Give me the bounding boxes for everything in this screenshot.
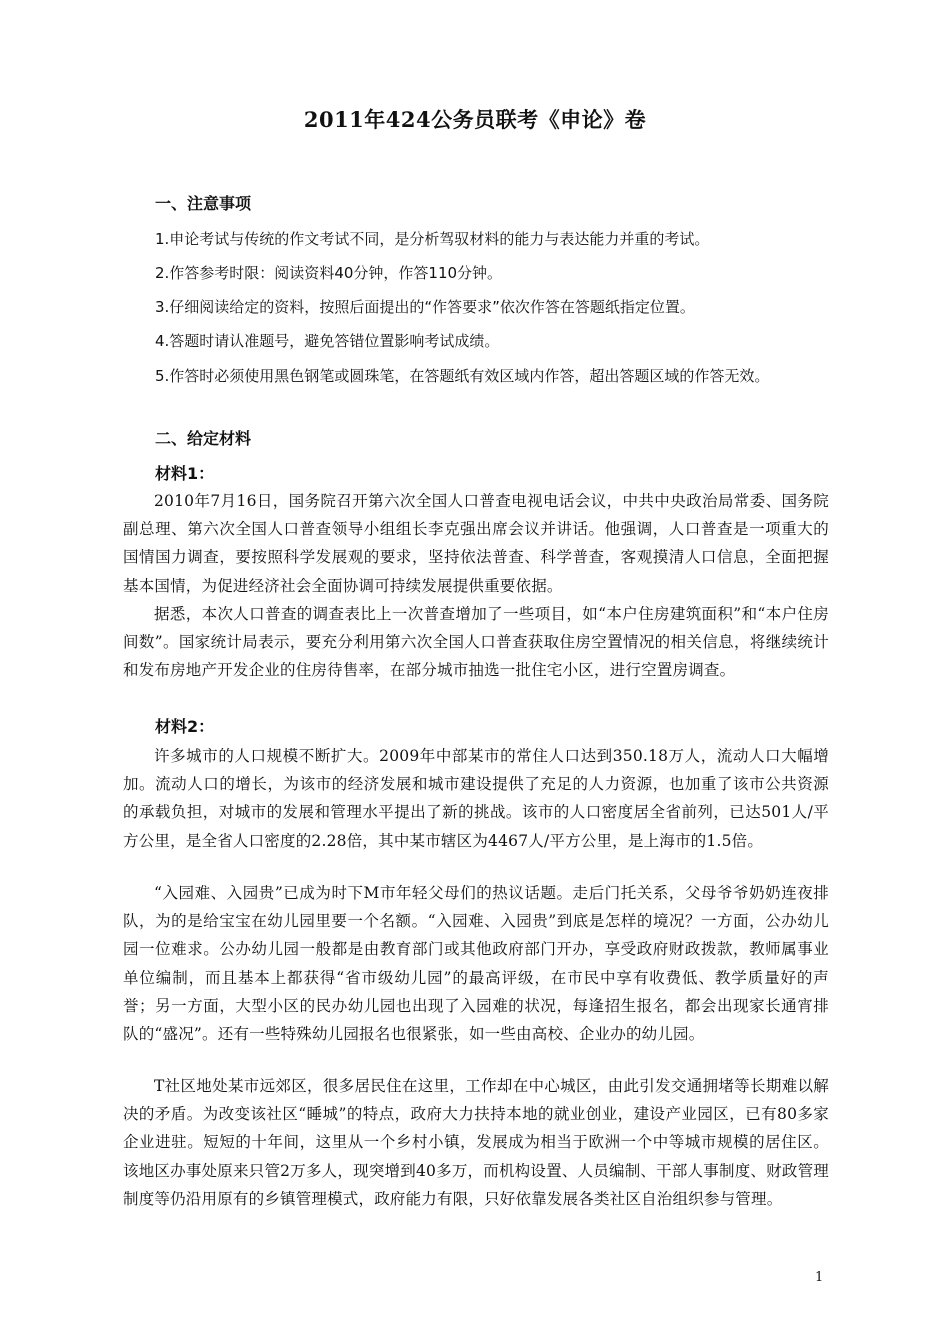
note-item: 1.申论考试与传统的作文考试不同，是分析驾驭材料的能力与表达能力并重的考试。: [155, 230, 710, 248]
document-title: 2011年424公务员联考《申论》卷: [303, 107, 647, 132]
page-number: 1: [815, 1270, 824, 1285]
material-paragraph: “入园难、入园贵”已成为时下M市年轻父母们的热议话题。走后门托关系，父母爷爷奶奶连夜排队，为的是给宝宝在幼儿园里要一个名额。“入园难、入园贵”到底是怎样的境况？一方面，公办幼儿园一位难求。公办幼儿园一般都是由教育部门或其他政府部门开办，享受政府财政拨款，教师属事业单位编制，而且基本上都获得“省市级幼儿园”的最高评级，在市民中享有收费低、教学质量好的声誉；另一方面，大型小区的民办幼儿园也出现了入园难的状况，每逢招生报名，都会出现家长通宵排队的“盛况”。还有一些特殊幼儿园报名也很紧张，如一些由高校、企业办的幼儿园。: [123, 884, 829, 1044]
note-item: 2.作答参考时限：阅读资料40分钟，作答110分钟。: [155, 264, 503, 282]
section-heading-notes: 一、注意事项: [155, 194, 252, 213]
material-paragraph: 许多城市的人口规模不断扩大。2009年中部某市的常住人口达到350.18万人，流动人口大幅增加。流动人口的增长，为该市的经济发展和城市建设提供了充足的人力资源，也加重了该市公共资源的承载负担，对城市的发展和管理水平提出了新的挑战。该市的人口密度居全省前列，已达501人/平方公里，是全省人口密度的2.28倍，其中某市辖区为4467人/平方公里，是上海市的1.5倍。: [123, 747, 829, 850]
material-label: 材料2：: [155, 717, 215, 736]
material-paragraph: 据悉，本次人口普查的调查表比上一次普查增加了一些项目，如“本户住房建筑面积”和“本户住房间数”。国家统计局表示，要充分利用第六次全国人口普查获取住房空置情况的相关信息，将继续统计和发布房地产开发企业的住房待售率，在部分城市抽选一批住宅小区，进行空置房调查。: [123, 605, 829, 680]
section-heading-materials: 二、给定材料: [155, 429, 252, 448]
note-item: 4.答题时请认准题号，避免答错位置影响考试成绩。: [155, 332, 500, 350]
material-label: 材料1：: [155, 464, 215, 483]
note-item: 5.作答时必须使用黑色钢笔或圆珠笔，在答题纸有效区域内作答，超出答题区域的作答无效。: [155, 367, 770, 385]
material-paragraph: T社区地处某市远郊区，很多居民住在这里，工作却在中心城区，由此引发交通拥堵等长期难以解决的矛盾。为改变该社区“睡城”的特点，政府大力扶持本地的就业创业，建设产业园区，已有80多家企业进驻。短短的十年间，这里从一个乡村小镇，发展成为相当于欧洲一个中等城市规模的居住区。该地区办事处原来只管2万多人，现突增到40多万，而机构设置、人员编制、干部人事制度、财政管理制度等仍沿用原有的乡镇管理模式，政府能力有限，只好依靠发展各类社区自治组织参与管理。: [123, 1077, 829, 1208]
note-item: 3.仔细阅读给定的资料，按照后面提出的“作答要求”依次作答在答题纸指定位置。: [155, 298, 695, 316]
material-paragraph: 2010年7月16日，国务院召开第六次全国人口普查电视电话会议，中共中央政治局常委、国务院副总理、第六次全国人口普查领导小组组长李克强出席会议并讲话。他强调，人口普查是一项重大的国情国力调查，要按照科学发展观的要求，坚持依法普查、科学普查，客观摸清人口信息，全面把握基本国情，为促进经济社会全面协调可持续发展提供重要依据。: [123, 492, 829, 595]
